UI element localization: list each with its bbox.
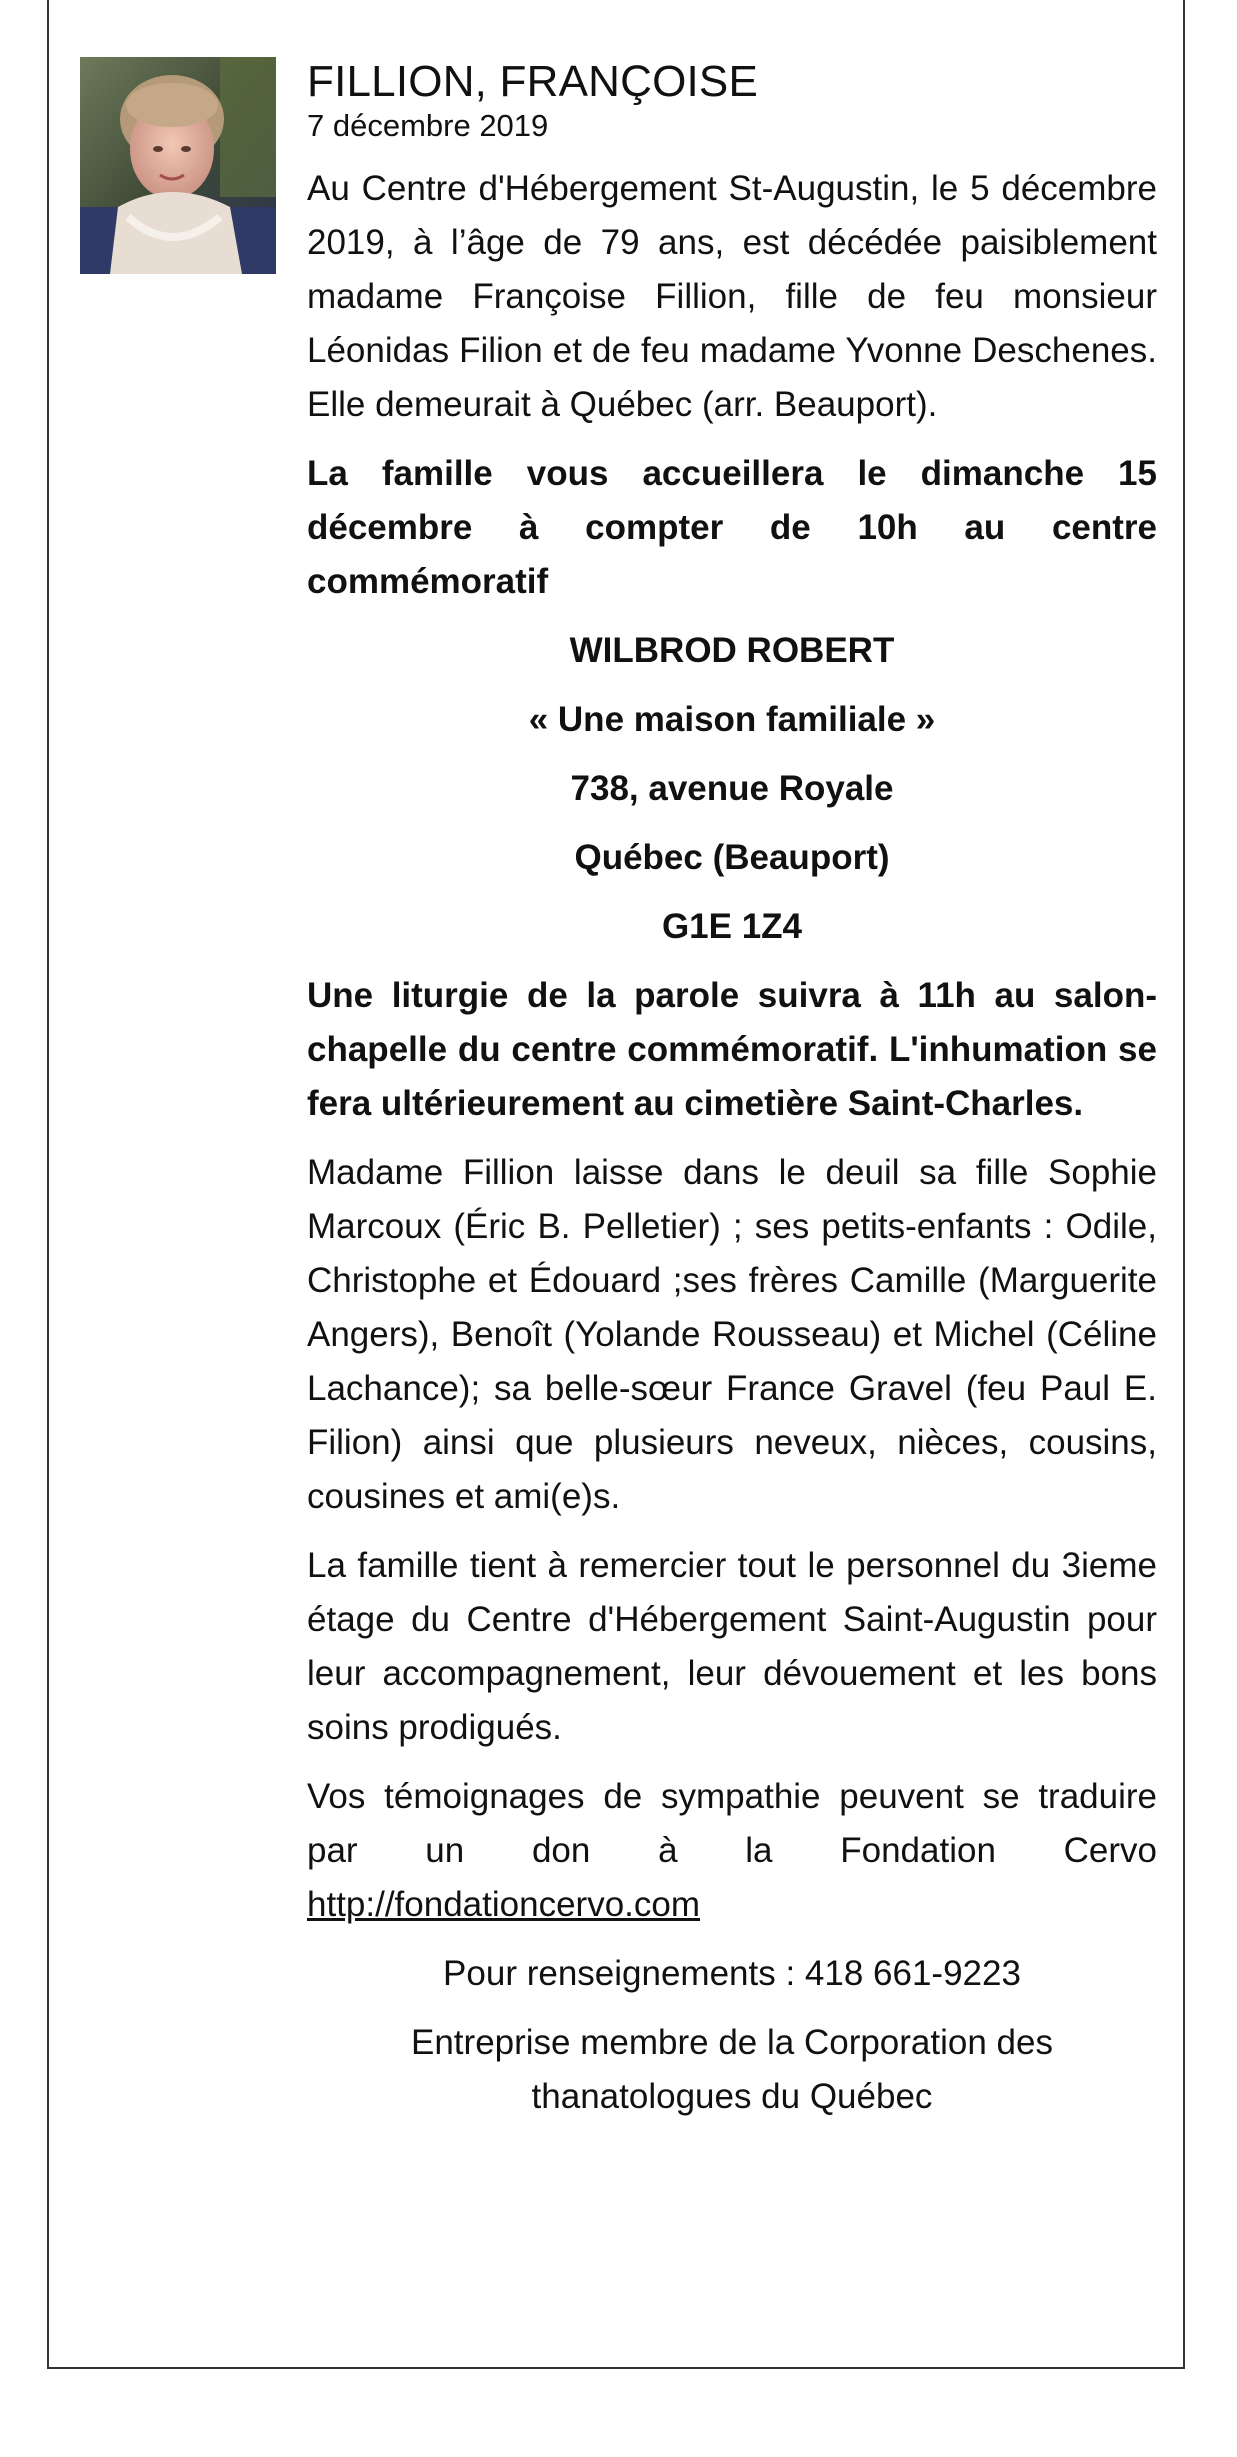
donation-paragraph	[307, 1770, 1157, 1932]
visitation-paragraph: La famille vous accueillera le dimanche 15 décembre à compter de 10h au centre commémoratif	[307, 454, 1157, 601]
donation-link[interactable]: http://fondationcervo.com	[307, 1885, 700, 1924]
portrait-image	[80, 57, 276, 274]
donation-text: Vos témoignages de sympathie peuvent se traduire par un don à la Fondation Cervo	[307, 1777, 1157, 1870]
deceased-name: FILLION, FRANÇOISE	[307, 57, 759, 106]
funeral-home-address	[307, 624, 1157, 954]
portrait-photo	[80, 57, 276, 274]
thanks-paragraph: La famille tient à remercier tout le personnel du 3ieme étage du Centre d'Hébergement Saint-Augustin pour leur accompagnement, leur dévouement et les bons soins prodigués.	[307, 1546, 1157, 1747]
member-line: Entreprise membre de la Corporation des thanatologues du Québec	[411, 2023, 1053, 2116]
address-line-3: 738, avenue Royale	[570, 769, 894, 808]
address-line-5: G1E 1Z4	[661, 907, 803, 946]
publication-date: 7 décembre 2019	[307, 108, 549, 143]
info-line: Pour renseignements : 418 661-9223	[443, 1954, 1021, 1993]
liturgy-paragraph: Une liturgie de la parole suivra à 11h au salon-chapelle du centre commémoratif. L'inhumation se fera ultérieurement au cimetière Saint-Charles.	[307, 976, 1157, 1123]
address-line-2: « Une maison familiale »	[528, 700, 936, 739]
address-line-1: WILBROD ROBERT	[569, 631, 895, 670]
intro-paragraph: Au Centre d'Hébergement St-Augustin, le 5 décembre 2019, à l’âge de 79 ans, est décédée paisiblement madame Françoise Fillion, fille de feu monsieur Léonidas Filion et de feu madame Yvonne Deschenes. Elle demeurait à Québec (arr. Beauport).	[307, 169, 1157, 424]
family-paragraph: Madame Fillion laisse dans le deuil sa fille Sophie Marcoux (Éric B. Pelletier) ; ses petits-enfants : Odile, Christophe et Édouard ;ses frères Camille (Marguerite Angers), Benoît (Yolande Rousseau) et Michel (Céline Lachance); sa belle-sœur France Gravel (feu Paul E. Filion) ainsi que plusieurs neveux, nièces, cousins, cousines et ami(e)s.	[307, 1153, 1157, 1516]
address-line-4: Québec (Beauport)	[574, 838, 890, 877]
obituary-content	[307, 56, 1157, 2139]
